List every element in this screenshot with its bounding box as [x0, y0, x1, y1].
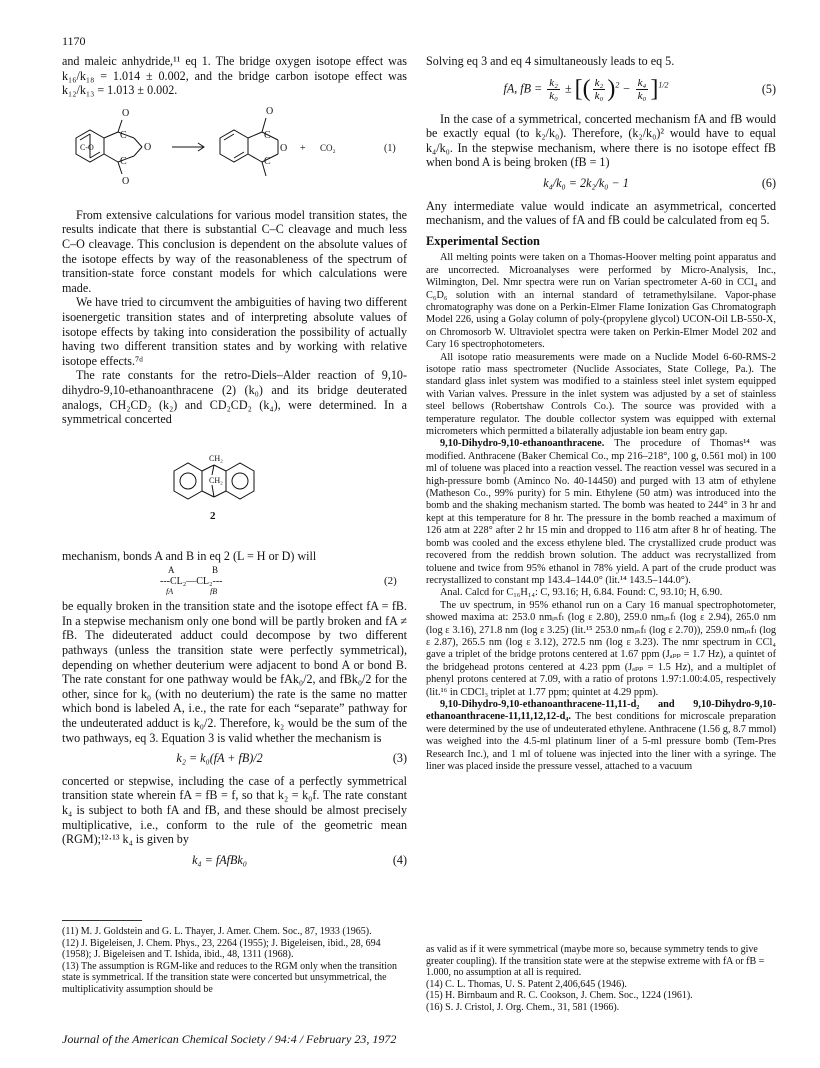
equation-5-lhs: fA, fB =	[503, 80, 543, 95]
footnote-11: (11) M. J. Goldstein and G. L. Thayer, J. Amer. Chem. Soc., 87, 1933 (1965).	[62, 926, 372, 937]
experimental-paragraph-4: Anal. Calcd for C₁₆H₁₄: C, 93.16; H, 6.84. Found: C, 93.10; H, 6.90.	[440, 587, 723, 599]
scheme-atom-c4: C	[264, 155, 271, 167]
scheme-atom-c3: C	[264, 129, 271, 141]
equation-5-k2: k₂	[549, 76, 558, 89]
equation-2-formula: ---CL₂—CL₂---	[160, 576, 223, 588]
left-column	[62, 54, 407, 875]
experimental-paragraph-5: The uv spectrum, in 95% ethanol run on a Cary 16 manual spectrophotometer, showed maxima at: 253.0 nmᵢₙfₗ (log ε 2.80), 259.0 nmᵢₙfₗ (log ε 2.94), 265.0 nm (log ε 3.16), 271.8 nm (log ε 3.25) (lit.¹⁵ 253.0 nmᵢₙfₗ (log ε 2.70)), 259.0 nmᵢₙfₗ (log ε 2.87), 265.5 nm (log ε 3.12), 272.5 nm (log ε 3.23). The nmr spectrum in CCl₄ gave a triplet of the bridge protons centered at 1.67 ppm (Jₐₚₚ = 1.7 Hz), a quintet of the bridgehead protons centered at 4.23 ppm (Jₐₚₚ = 1.5 Hz), and a multiplet of phenyl protons centered at 7.09, with a ratio of protons 1.97:1.00:4.05, respectively (lit.¹⁶ in CDCl₃ triplet at 1.77 ppm; quintet at 4.29 ppm).	[426, 599, 776, 698]
structure-2	[62, 431, 407, 543]
equation-2-drawing	[62, 565, 407, 595]
equation-5-pm: ±	[564, 80, 572, 95]
equation-5-k0: k₀	[549, 89, 558, 102]
run-head-dihydro: 9,10-Dihydro-9,10-ethanoanthracene.	[440, 438, 605, 450]
experimental-paragraph-2: All isotope ratio measurements were made on a Nuclide Model 6-60-RMS-2 isotope ratio mass spectrometer (Nuclide Associates, State College, Pa.). The standard glass inlet system was modified to a stainless steel inlet system equipped with Varian valves. Pressure in the inlet system was adjusted by a set of stainless steel bellows (Robertshaw Controls Co.). The source was provided with a temperature regulator. The double collector system was equipped with external micrometers which permitted a bilaterally adjustable ion beam entry gap.	[426, 351, 776, 438]
paragraph-symmetrical-case: In the case of a symmetrical, concerted mechanism fA and fB would be exactly equal (to k₂/k₀). Therefore, (k₂/k₀)² would have to equal k₄/k₀. In the stepwise mechanism, where there is no isotope effect fB when bond A is being broken (fB = 1)	[426, 111, 776, 170]
structure-2-ch2-bottom: CH₂	[209, 475, 223, 485]
footnote-13-continued: as valid as if it were symmetrical (maybe more so, because symmetry tends to give greater coupling). If the transition state were at the stepwise extreme with fA or fB = 1.000, no assumption at all is required.	[426, 944, 765, 979]
equation-5-inner-k0: k₀	[594, 89, 604, 102]
scheme-eq-number: (1)	[384, 142, 396, 154]
equation-5-minus: −	[622, 80, 631, 95]
footnote-16: (16) S. J. Cristol, J. Org. Chem., 31, 581 (1966).	[426, 1001, 620, 1013]
scheme-atom-o5: O	[280, 142, 288, 154]
scheme-atom-c2: C	[120, 155, 127, 167]
footnote-rule	[62, 920, 142, 921]
paragraph-calculations: From extensive calculations for various model transition states, the results indicate that there is substantial C–C cleavage and much less C–O cleavage. This conclusion is dependent on the absolute values of the isotope effects by way of the reasonableness of the spectrum of transition-state force constant models for which calculations were made.	[62, 207, 407, 295]
equation-2-number: (2)	[384, 575, 397, 588]
equation-4	[62, 853, 407, 868]
equation-2-fb: fB	[210, 587, 218, 596]
run-head-deuterated: 9,10-Dihydro-9,10-ethanoanthracene-11,11-d₂ and 9,10-Dihydro-9,10-ethanoanthracene-11,11,12,12-d₄.	[426, 698, 776, 723]
equation-5-k0b: k₀	[637, 89, 647, 102]
equation-2-label-b: B	[212, 565, 219, 576]
equation-5-exp2: 2	[615, 79, 620, 89]
structure-2-label: 2	[210, 509, 216, 522]
structure-2-ch2-top: CH₂	[209, 453, 223, 463]
equation-2	[62, 565, 407, 595]
scheme-atom-bridge: C-O	[80, 142, 94, 152]
scheme-atom-o1: O	[122, 107, 130, 119]
footnote-13: (13) The assumption is RGM-like and reduces to the RGM only when the transition state is symmetrical. If the transition state were concerted but unsymmetrical, the multiplicativity assumption should be	[62, 960, 398, 995]
footnote-15: (15) H. Birnbaum and R. C. Cookson, J. Chem. Soc., 1224 (1961).	[426, 990, 693, 1002]
experimental-paragraph-3	[426, 438, 776, 587]
journal-footer: Journal of the American Chemical Society / 94:4 / February 23, 1972	[62, 1032, 397, 1046]
equation-2-label-a: A	[168, 565, 175, 576]
scheme-atom-o3: O	[122, 175, 130, 187]
equation-5-frac-inner	[593, 77, 606, 102]
equation-5	[426, 77, 776, 102]
paragraph-bonds-intro: mechanism, bonds A and B in eq 2 (L = H or D) will	[62, 548, 317, 563]
equation-3-expression: k₂ = k₀(fA + fB)/2	[176, 751, 263, 766]
equation-3	[62, 751, 407, 766]
footnote-12: (12) J. Bigeleisen, J. Chem. Phys., 23, 2264 (1955); J. Bigeleisen, ibid., 28, 694 (1958); J. Bigeleisen and T. Ishida, ibid., 48, 1311 (1968).	[62, 937, 381, 961]
footnotes-left	[62, 926, 407, 996]
experimental-paragraph-6-body: The best conditions for microscale preparation were determined by the use of undeuterated ethylene. Anthracene (1.56 g, 8.7 mmol) was weighed into the 4.5-ml platinum liner of a 5-ml pressure bomb (Tem-Pres Research Inc.), and 1 ml of toluene was injected into the liner with a syringe. The liner was placed inside the pressure vessel, attached to a vacuum	[426, 711, 776, 772]
equation-6	[426, 176, 776, 191]
paragraph-mechanism: be equally broken in the transition state and the isotope effect fA = fB. In a stepwise mechanism only one bond will be partly broken and fA ≠ fB. The dideuterated adduct could decompose by two different pathways (unless the transition state were perfectly symmetrical), depending on whether deuterium were adjacent to bond A or bond B. The rate constant for one pathway would be fAk₀/2, and fBk₀/2 for the other, since for k₀ (with no deuterium) the rate is the same no matter which bond is labeled A, i.e., the rate for each “separate” pathway for the undeuterated adduct is k₀/2. Therefore, k₂ would be the sum of the two pathways, eq 3. Equation 3 is valid whether the mechanism is	[62, 599, 407, 745]
paragraph-solving: Solving eq 3 and eq 4 simultaneously leads to eq 5.	[426, 54, 675, 68]
section-title-experimental: Experimental Section	[426, 233, 540, 248]
paragraph-intro: and maleic anhydride,¹¹ eq 1. The bridge oxygen isotope effect was k₁₆/k₁₈ = 1.014 ± 0.002, and the bridge carbon isotope effect was k₁₂/k₁₃ = 1.013 ± 0.002.	[62, 54, 407, 98]
equation-5-expression	[426, 77, 746, 102]
equation-2-fa: fA	[166, 587, 174, 596]
scheme-atom-o4: O	[266, 105, 274, 117]
page-number: 1170	[62, 34, 86, 48]
equation-5-frac-k4-k0	[636, 77, 649, 102]
equation-5-paren-close: )	[607, 75, 616, 102]
equation-5-exp-half: 1/2	[658, 79, 669, 89]
equation-3-number: (3)	[392, 751, 407, 766]
scheme-1-drawing	[62, 104, 407, 200]
footnote-14: (14) C. L. Thomas, U. S. Patent 2,406,645 (1946).	[426, 978, 627, 990]
equation-4-expression: k₄ = fAfBk₀	[192, 852, 247, 867]
paragraph-ambiguities: We have tried to circumvent the ambiguities of having two different isoenergetic transition states and of interpreting absolute values of isotope effects by taking into consideration the possibility of actually having two different transition states and by working with relative isotope effects.⁷ᵈ	[62, 295, 407, 368]
experimental-paragraph-6	[426, 699, 776, 773]
experimental-paragraph-1: All melting points were taken on a Thomas-Hoover melting point apparatus and are uncorrected. Microanalyses were performed by Micro-Analysis, Inc., Wilmington, Del. Nmr spectra were run on Varian spectrometer A-60 in CCl₄ and C₆D₆ solution with an internal standard of tetramethylsilane. Vapor-phase chromatography was done on a Perkin-Elmer Flame Ionization Gas Chromatograph Model 226, using a Golay column of poly-(propylene glycol) UCON-Oil LB-550-X, on Chromosorb W. Ultraviolet spectra were taken on Perkin-Elmer Model 202 and Cary 16 spectrophotometers.	[426, 252, 776, 351]
structure-2-drawing	[62, 431, 407, 543]
right-column	[426, 54, 776, 773]
footnotes-right	[426, 944, 776, 1014]
equation-5-bracket-close: ]	[650, 75, 659, 102]
experimental-paragraph-3-body: The procedure of Thomas¹⁴ was modified. Anthracene (Baker Chemical Co., mp 216–218°, 100 g, 0.561 mol) in 100 ml of toluene was placed into a reaction vessel. The reaction vessel was secured in a high-pressure bomb (Aminco No. 40-14450) and purged with 13 atm of ethylene (Matheson Co., 99% purity) for 5 min. Ethylene (50 atm) was introduced into the bomb and the shaking mechanism started. The bomb was heated to 244° in 3 hr and kept at this temperature for 8 hr. The pressure in the bomb reached a maximum of 126 atm at 228° after 2 hr 15 min and dropped to 116 atm after 8 hr of heating. The bomb was cooled and the excess ethylene bled. The crystallized crude product was recovered from the reddish brown solution. The adduct was recrystallized from toluene and twice from 95% ethanol in 78% yield. A part of the crude product was recrystallized to constant mp 143.4–144.0° (lit.¹⁴ 143.5–144.0°).	[426, 438, 776, 586]
equation-5-bracket-open: [	[574, 75, 583, 102]
scheme-plus: +	[300, 142, 306, 154]
equation-4-number: (4)	[392, 852, 407, 867]
equation-5-k4: k₄	[637, 76, 647, 89]
paragraph-concerted: concerted or stepwise, including the case of a perfectly symmetrical transition state wherein fA = fB = f, so that k₂ = k₀f. The rate constant k₄ is subject to both fA and fB, and these should be almost precisely multiplicative, i.e., conform to the rule of the geometric mean (RGM);¹²·¹³ k₄ is given by	[62, 773, 407, 847]
scheme-co2: CO₂	[320, 142, 336, 153]
scheme-atom-c1: C	[120, 129, 127, 141]
equation-6-expression: k₄/k₀ = 2k₂/k₀ − 1	[543, 175, 629, 190]
reaction-scheme-1	[62, 104, 407, 200]
paragraph-intermediate: Any intermediate value would indicate an asymmetrical, concerted mechanism, and the values of fA and fB could be calculated from eq 5.	[426, 198, 776, 228]
equation-5-paren-open: (	[582, 75, 591, 102]
scheme-atom-o2: O	[144, 141, 152, 153]
equation-6-number: (6)	[761, 175, 776, 190]
equation-5-inner-k2: k₂	[594, 76, 604, 89]
equation-5-frac-k2-k0	[547, 77, 560, 102]
equation-5-number: (5)	[761, 81, 776, 96]
paragraph-rate-constants: The rate constants for the retro-Diels–Alder reaction of 9,10-dihydro-9,10-ethanoanthracene (2) (k₀) and its bridge deuterated analogs, CH₂CD₂ (k₂) and CD₂CD₂ (k₄), were determined. In a symmetrical concerted	[62, 368, 407, 427]
